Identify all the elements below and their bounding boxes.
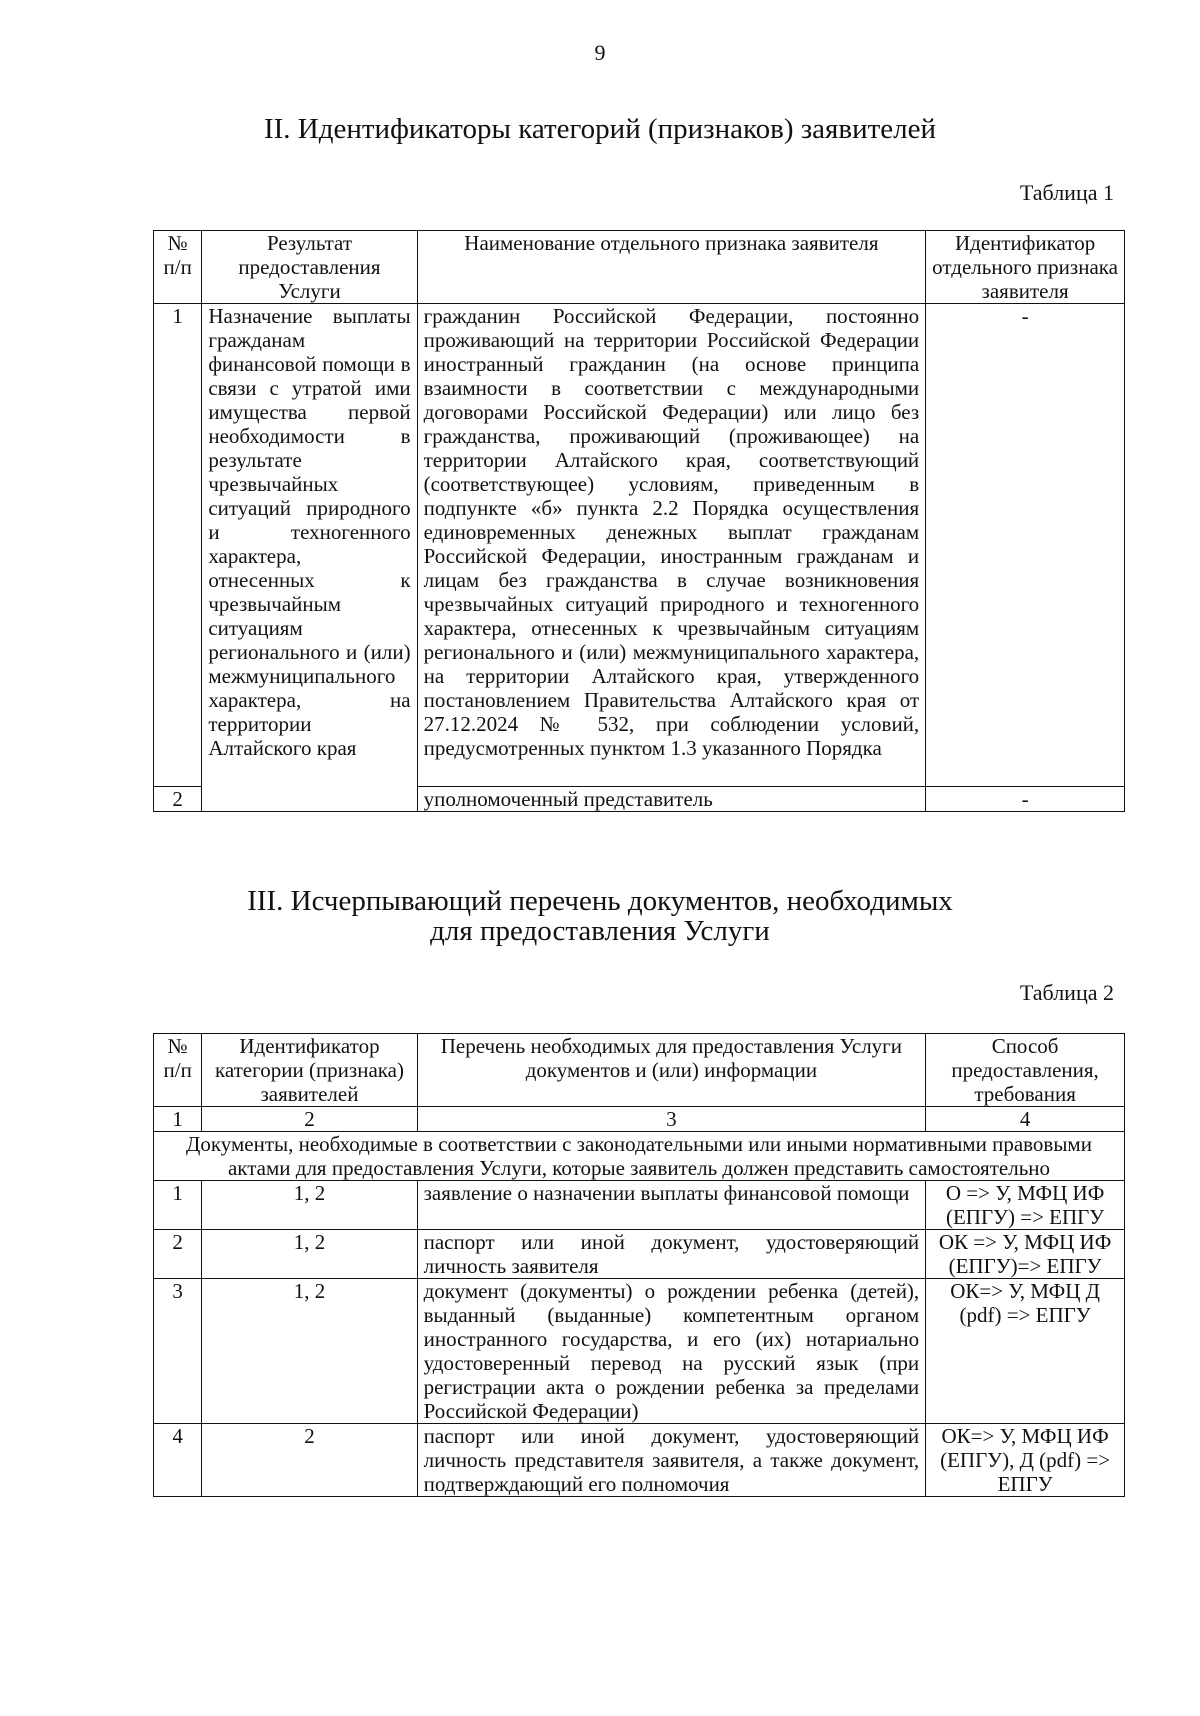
category-id: 2 <box>202 1424 417 1497</box>
header-category: Идентификатор категории (признака) заявителей <box>202 1034 417 1107</box>
column-number-row <box>154 1107 1125 1132</box>
row-number: 2 <box>154 787 202 812</box>
table-header-row <box>154 1034 1125 1107</box>
category-id: 1, 2 <box>202 1279 417 1424</box>
column-number: 1 <box>154 1107 202 1132</box>
document-name: паспорт или иной документ, удостоверяющий личность заявителя <box>417 1230 926 1279</box>
feature-identifier: - <box>926 304 1125 787</box>
section-3-title-line-1: III. Исчерпывающий перечень документов, необходимых <box>247 885 953 917</box>
table-2-label: Таблица 2 <box>1019 980 1114 1005</box>
document-name: заявление о назначении выплаты финансовой помощи <box>417 1181 926 1230</box>
applicant-categories-table <box>153 230 1125 812</box>
submission-method: ОК => У, МФЦ ИФ (ЕПГУ)=> ЕПГУ <box>926 1230 1125 1279</box>
row-number: 3 <box>154 1279 202 1424</box>
column-number: 2 <box>202 1107 417 1132</box>
header-result: Результат предоставления Услуги <box>202 231 417 304</box>
feature-description: гражданин Российской Федерации, постоянно проживающий на территории Российской Федерации иностранный гражданин (на основе принципа взаимности в соответствии с международными договорами Российской Федерации) или лицо без гражданства, проживающий (проживающее) на территории Алтайского края, соответствующий (соответствующее) условиям, приведенным в подпункте «б» пункта 2.2 Порядка осуществления единовременных денежных выплат гражданам Российской Федерации, иностранным гражданам и лицам без гражданства в случае возникновения чрезвычайных ситуаций природного и техногенного характера, отнесенных к чрезвычайным ситуациям регионального и (или) межмуниципального характера, на территории Алтайского края, утвержденного постановлением Правительства Алтайского края от 27.12.2024 № 532, при соблюдении условий, предусмотренных пунктом 1.3 указанного Порядка <box>417 304 926 787</box>
table-header-row <box>154 231 1125 304</box>
row-number: 1 <box>154 1181 202 1230</box>
row-number: 2 <box>154 1230 202 1279</box>
column-number: 4 <box>926 1107 1125 1132</box>
header-documents: Перечень необходимых для предоставления Услуги документов и (или) информации <box>417 1034 926 1107</box>
submission-method: ОК=> У, МФЦ ИФ (ЕПГУ), Д (pdf) => ЕПГУ <box>926 1424 1125 1497</box>
service-result: Назначение выплаты гражданам финансовой помощи в связи с утратой ими имущества первой необходимости в результате чрезвычайных ситуаций природного и техногенного характера, отнесенных к чрезвычайным ситуациям регионального и (или) межмуниципального характера, на территории Алтайского края <box>202 304 417 812</box>
feature-identifier: - <box>926 787 1125 812</box>
table-row <box>154 1424 1125 1497</box>
row-number: 1 <box>154 304 202 787</box>
table-1-label: Таблица 1 <box>1019 180 1114 205</box>
table-row <box>154 304 1125 787</box>
table-row <box>154 1230 1125 1279</box>
table-row <box>154 1181 1125 1230</box>
row-number: 4 <box>154 1424 202 1497</box>
column-number: 3 <box>417 1107 926 1132</box>
submission-method: ОК=> У, МФЦ Д (pdf) => ЕПГУ <box>926 1279 1125 1424</box>
document-name: паспорт или иной документ, удостоверяющий личность представителя заявителя, а также документ, подтверждающий его полномочия <box>417 1424 926 1497</box>
required-documents-table <box>153 1033 1125 1497</box>
document-name: документ (документы) о рождении ребенка (детей), выданный (выданные) компетентным органом иностранного государства, и его (их) нотариально удостоверенный перевод на русский язык (при регистрации акта о рождении ребенка за пределами Российской Федерации) <box>417 1279 926 1424</box>
header-number: № п/п <box>154 1034 202 1107</box>
header-identifier: Идентификатор отдельного признака заявителя <box>926 231 1125 304</box>
header-method: Способ предоставления, требования <box>926 1034 1125 1107</box>
header-feature: Наименование отдельного признака заявителя <box>417 231 926 304</box>
feature-description: уполномоченный представитель <box>417 787 926 812</box>
page-number: 9 <box>594 40 606 65</box>
documents-subheader: Документы, необходимые в соответствии с законодательными или иными нормативными правовыми актами для предоставления Услуги, которые заявитель должен представить самостоятельно <box>154 1132 1125 1181</box>
table-row <box>154 1279 1125 1424</box>
section-3-title-line-2: для предоставления Услуги <box>430 915 770 947</box>
section-3-title <box>0 886 1200 946</box>
section-2-title: II. Идентификаторы категорий (признаков) заявителей <box>263 113 937 145</box>
submission-method: О => У, МФЦ ИФ (ЕПГУ) => ЕПГУ <box>926 1181 1125 1230</box>
category-id: 1, 2 <box>202 1230 417 1279</box>
subheader-row <box>154 1132 1125 1181</box>
category-id: 1, 2 <box>202 1181 417 1230</box>
header-number: № п/п <box>154 231 202 304</box>
